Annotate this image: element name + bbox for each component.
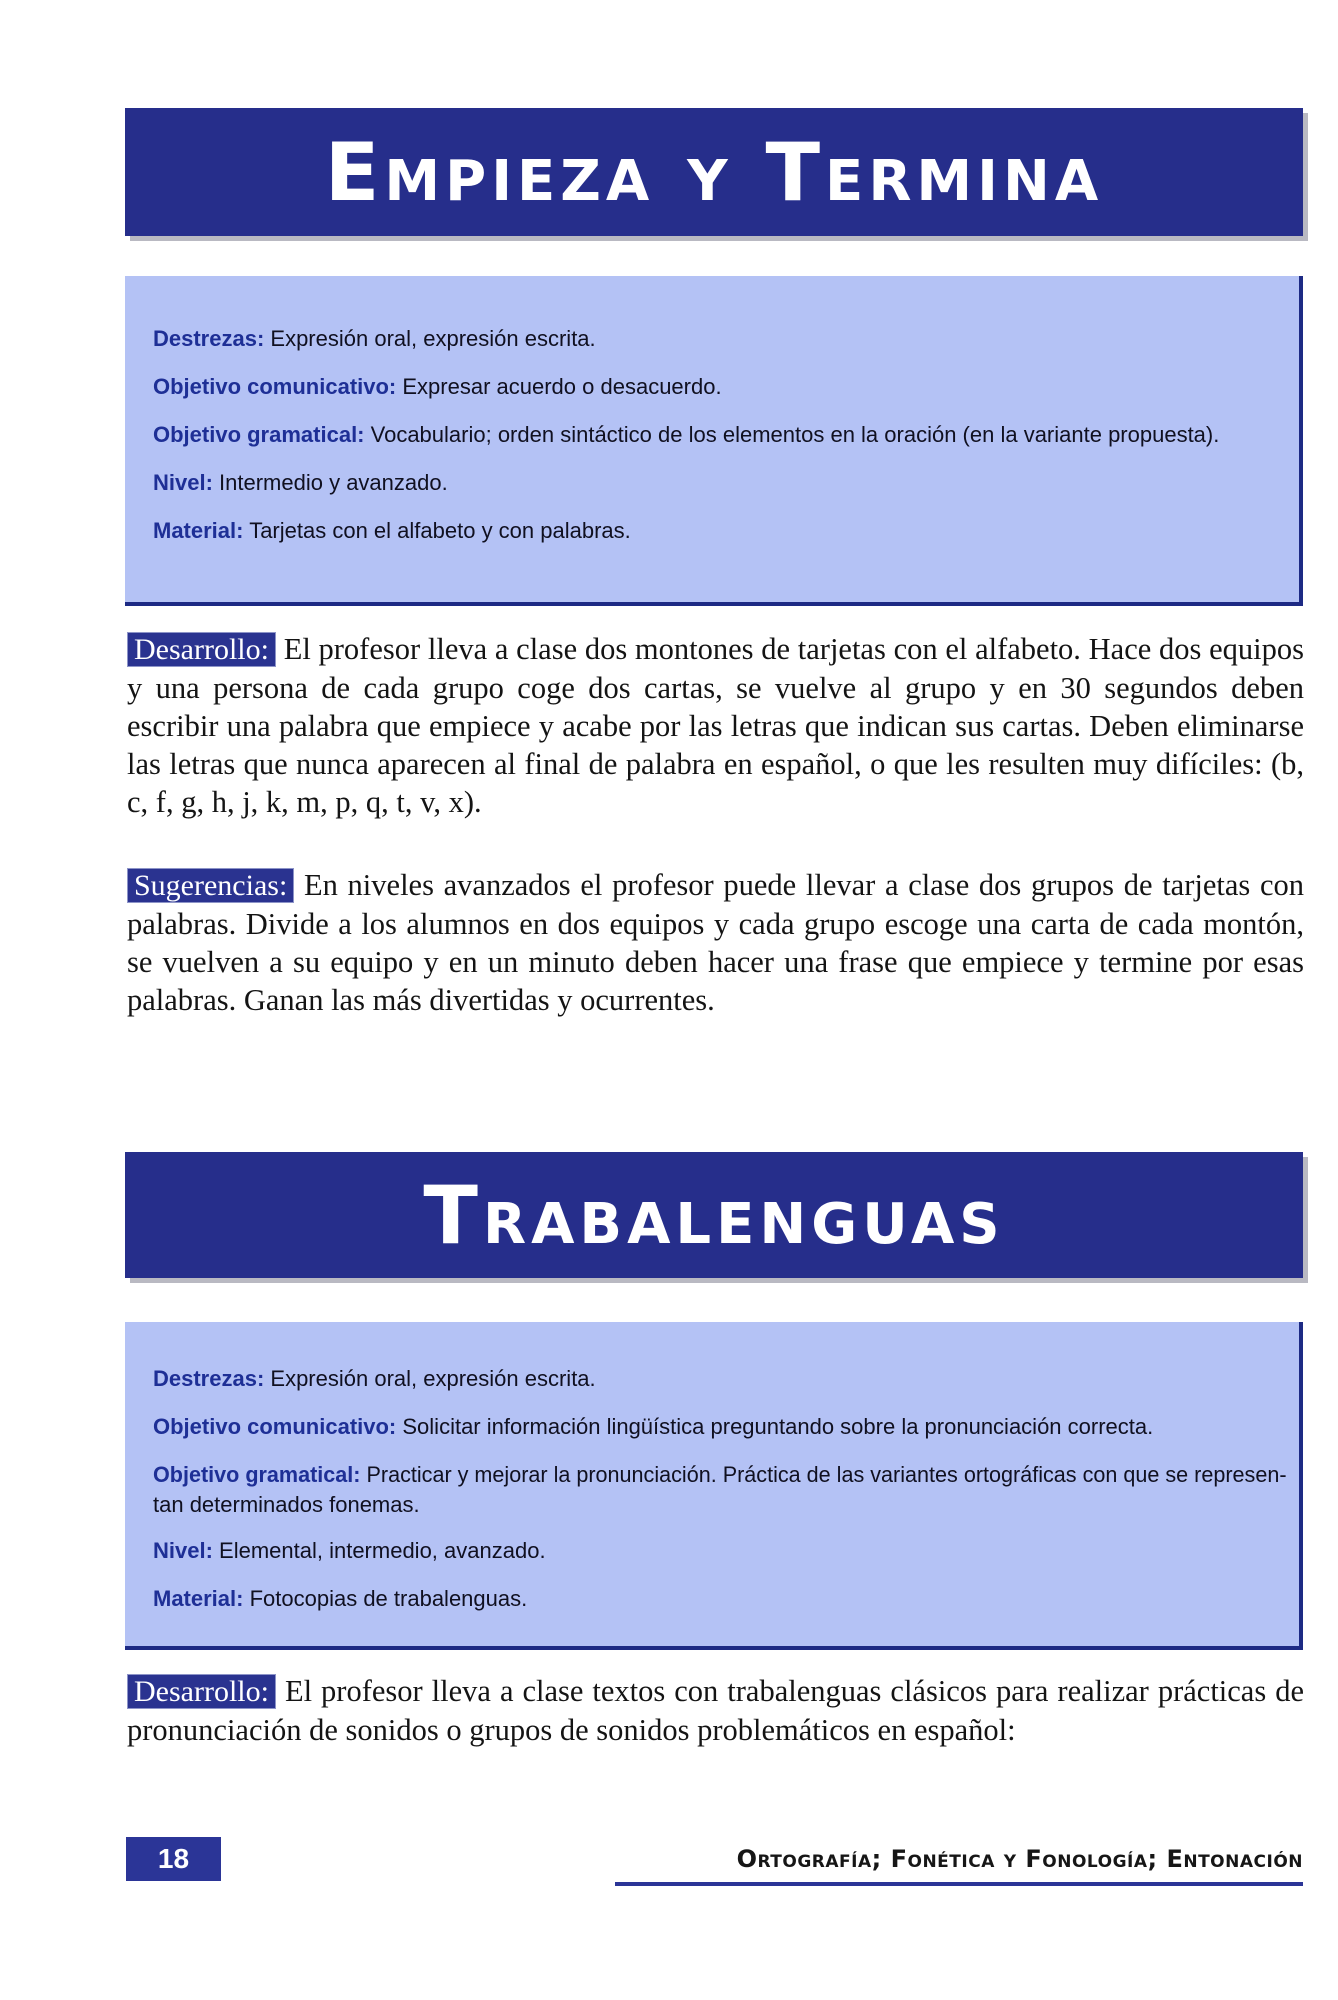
section-title-bar [125,1152,1303,1278]
info-text: Fotocopias de trabalenguas. [243,1586,528,1611]
paragraph-sugerencias [127,866,1304,1019]
info-label: Objetivo comunicativo: [153,374,397,399]
chapter-title: Ortografía; Fonética y Fonología; Entonación [736,1845,1303,1873]
info-text: Expresión oral, expresión escrita. [264,1366,596,1391]
info-line-nivel [153,1538,546,1564]
info-text: Vocabulario; orden sintáctico de los elementos en la oración (en la variante propuesta). [364,422,1220,447]
info-line-material [153,518,631,544]
info-label: Material: [153,518,244,543]
info-text: Intermedio y avanzado. [212,470,448,495]
info-label: Nivel: [153,1538,213,1563]
page-number: 18 [126,1837,221,1881]
info-text: Expresar acuerdo o desacuerdo. [396,374,722,399]
info-line-objetivo-comunicativo [153,374,722,400]
section-tag: Desarrollo: [127,1674,276,1709]
info-label: Objetivo comunicativo: [153,1414,397,1439]
info-text: Elemental, intermedio, avanzado. [212,1538,546,1563]
info-line-objetivo-gramatical [153,1462,1287,1488]
section-title-bar [125,108,1303,236]
info-line-continuation [153,1492,420,1518]
info-box [125,276,1303,606]
info-label: Objetivo gramatical: [153,1462,361,1487]
info-line-objetivo-comunicativo [153,1414,1153,1440]
section-title: Empieza y Termina [324,125,1104,219]
info-line-destrezas [153,326,596,352]
info-label: Objetivo gramatical: [153,422,365,447]
info-label: Nivel: [153,470,213,495]
info-line-objetivo-gramatical [153,422,1219,448]
info-text: Tarjetas con el alfabeto y con palabras. [243,518,631,543]
paragraph-text: En niveles avanzados el profesor puede llevar a clase dos grupos de tarjetas con palabras. Divide a los alumnos en dos equipos y cada grupo escoge una carta de cada montón, se vuelven a su equipo y en un minuto deben hacer una frase que empiece y termine por esas palabras. Ganan las más divertidas y ocurrentes. [127,868,1304,1017]
info-line-nivel [153,470,448,496]
info-text: Expresión oral, expresión escrita. [264,326,596,351]
section-title: Trabalenguas [423,1168,1005,1262]
paragraph-text: El profesor lleva a clase dos montones de tarjetas con el alfabeto. Hace dos equipos y una persona de cada grupo coge dos cartas, se vuelve al grupo y en 30 segundos deben escribir una palabra que empiece y acabe por las letras que indican sus cartas. Deben eliminarse las letras que nunca aparecen al final de palabra en español, o que les resulten muy difíciles: (b, c, f, g, h, j, k, m, p, q, t, v, x). [127,632,1304,819]
info-box [125,1322,1303,1650]
paragraph-text: El profesor lleva a clase textos con trabalenguas clásicos para realizar prácticas de pronunciación de sonidos o grupos de sonidos problemáticos en español: [127,1674,1304,1747]
paragraph-desarrollo [127,630,1304,821]
footer-rule [615,1882,1303,1886]
info-label: Destrezas: [153,1366,265,1391]
info-line-material [153,1586,527,1612]
section-tag: Sugerencias: [127,868,294,903]
section-tag: Desarrollo: [127,632,276,667]
info-line-destrezas [153,1366,596,1392]
info-text: Solicitar información lingüística preguntando sobre la pronunciación correcta. [396,1414,1154,1439]
paragraph-desarrollo [127,1672,1304,1749]
info-text: tan determinados fonemas. [153,1492,420,1517]
info-label: Destrezas: [153,326,265,351]
info-label: Material: [153,1586,244,1611]
info-text: Practicar y mejorar la pronunciación. Práctica de las variantes ortográficas con que se represen- [360,1462,1287,1487]
